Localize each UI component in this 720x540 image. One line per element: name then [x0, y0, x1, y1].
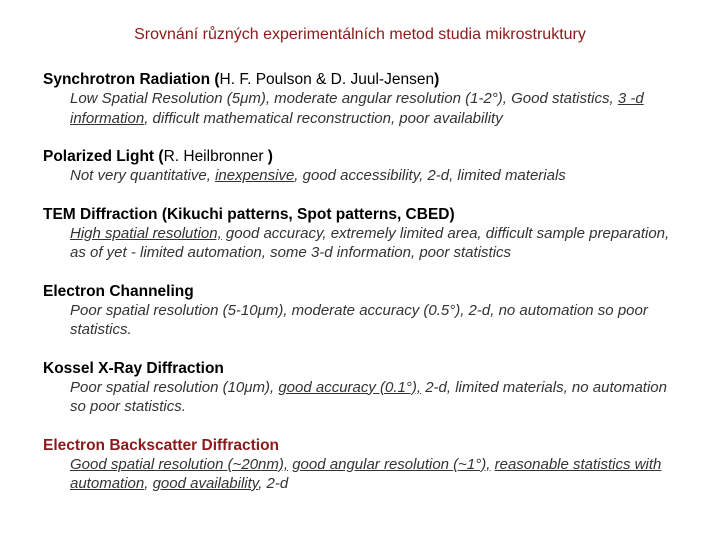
- method-name: Polarized Light: [43, 148, 155, 165]
- method-description: [43, 301, 683, 340]
- method-heading: Polarized Light (R. Heilbronner ): [43, 148, 273, 165]
- method-description: [43, 166, 683, 186]
- method-name: Electron Backscatter Diffraction: [43, 436, 280, 454]
- method-heading: [43, 436, 683, 455]
- description-text: Poor spatial resolution (10: [70, 378, 245, 396]
- method-attribution: R. Heilbronner: [163, 148, 264, 165]
- description-text: m),: [252, 378, 279, 396]
- method-heading: Synchrotron Radiation (H. F. Poulson & D. Juul-Jensen): [43, 71, 440, 88]
- method-electron-channeling: [43, 282, 683, 340]
- highlighted-phrase: good availability: [152, 475, 259, 492]
- method-description: [43, 89, 683, 128]
- description-text: , 2-d: [258, 475, 289, 492]
- method-list: [43, 70, 683, 513]
- method-name: TEM Diffraction (Kikuchi patterns, Spot patterns, CBED): [43, 205, 455, 223]
- method-tem-diffraction: [43, 205, 683, 263]
- highlighted-phrase: High spatial resolution,: [70, 224, 222, 242]
- description-text: Poor spatial resolution (5-10: [70, 301, 258, 319]
- description-text: m), moderate accuracy (0.5°), 2-d, no automation so poor statistics.: [70, 301, 648, 338]
- description-text: μ: [240, 90, 249, 107]
- description-text: , difficult mathematical reconstruction, poor availability: [144, 109, 503, 127]
- method-polarized-light: [43, 147, 683, 186]
- highlighted-phrase: 3 -d information: [70, 90, 644, 127]
- method-kossel: [43, 359, 683, 417]
- description-text: Low Spatial Resolution (5: [70, 90, 241, 107]
- method-name: Electron Channeling: [43, 282, 194, 300]
- description-text: Not very quantitative,: [70, 167, 216, 184]
- method-name: Synchrotron Radiation: [43, 71, 211, 88]
- description-text: , good accessibility, 2-d, limited materials: [294, 167, 566, 184]
- description-text: ,: [144, 475, 153, 492]
- highlighted-phrase: reasonable statistics with automation: [70, 455, 662, 492]
- method-description: [43, 224, 683, 263]
- method-heading: [43, 282, 683, 301]
- description-text: 2-d, limited materials, no automation so poor statistics.: [70, 378, 667, 415]
- description-text: m), moderate angular resolution (1-2°), Good statistics,: [248, 90, 618, 107]
- method-name: Kossel X-Ray Diffraction: [43, 359, 224, 377]
- highlighted-phrase: good accuracy (0.1°),: [278, 378, 422, 396]
- description-text: μ: [257, 301, 266, 319]
- highlighted-phrase: inexpensive: [215, 167, 295, 184]
- method-attribution: H. F. Poulson & D. Juul-Jensen: [219, 71, 435, 88]
- method-ebsd: [43, 436, 683, 494]
- method-heading: [43, 205, 683, 224]
- highlighted-phrase: good angular resolution (~1°),: [292, 455, 491, 473]
- highlighted-phrase: Good spatial resolution (~20nm),: [70, 455, 289, 473]
- method-synchrotron: [43, 70, 683, 128]
- page-title: Srovnání různých experimentálních metod studia mikrostruktury: [134, 26, 586, 43]
- description-text: good accuracy, extremely limited area, difficult sample preparation, as of yet - limited automation, some 3-d information, poor statistics: [70, 224, 670, 261]
- method-heading: [43, 359, 683, 378]
- method-description: [43, 378, 683, 417]
- description-text: μ: [244, 378, 253, 396]
- method-description: [43, 455, 683, 494]
